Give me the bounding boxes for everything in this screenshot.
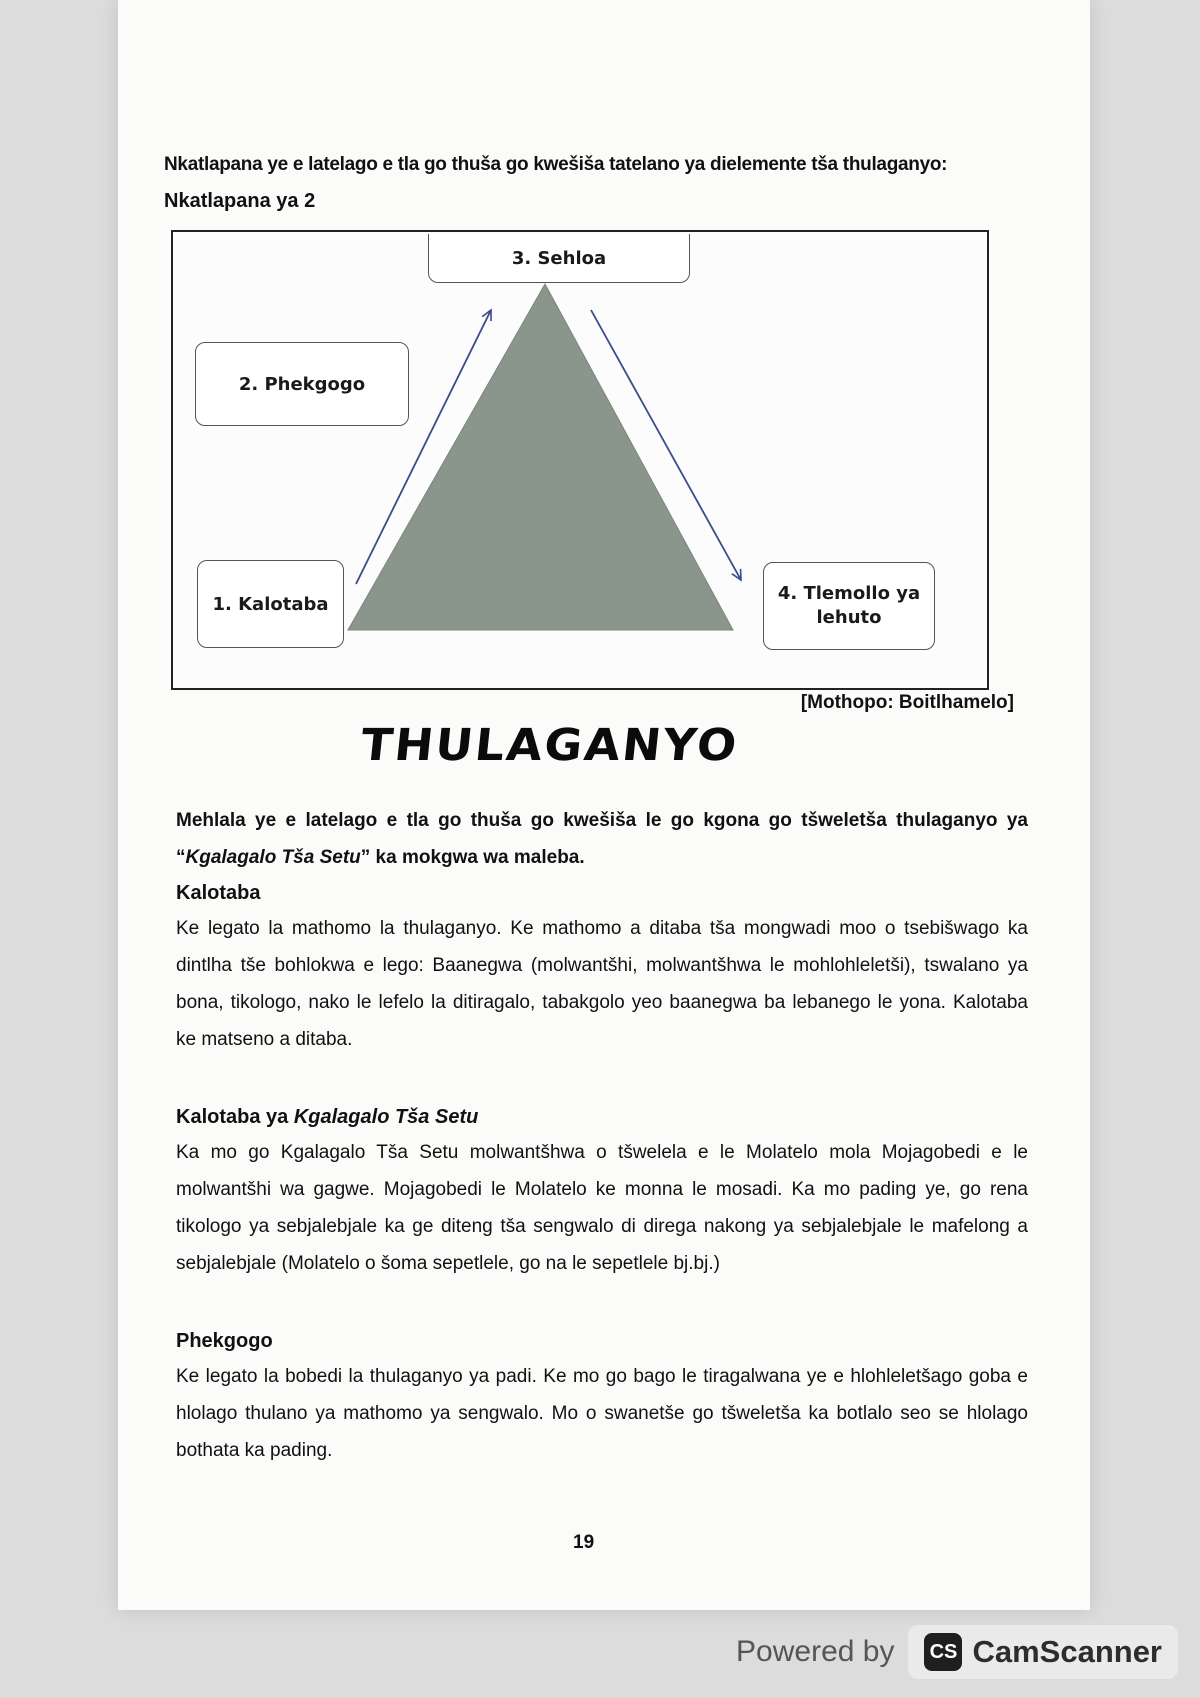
heading-kalotaba: Kalotaba (176, 882, 261, 904)
heading-kalotaba-setu (176, 1106, 478, 1129)
heading-book-title: Kgalagalo Tša Setu (293, 1106, 479, 1128)
plot-structure-diagram (171, 230, 989, 690)
heading-phekgogo: Phekgogo (176, 1330, 273, 1352)
body-phekgogo: Ke legato la bobedi la thulaganyo ya padi. Ke mo go bago le tiragalwana ye e hlohleletšago goba e hlolago thulano ya mathomo ya sengwalo. Mo o swanetše go tšweletša ka botlalo seo se hlolago bothata ka pading. (176, 1366, 1028, 1461)
box-exposition: 1. Kalotaba (197, 560, 344, 648)
box-rising-action: 2. Phekgogo (195, 342, 409, 426)
box-resolution: 4. Tlemollo ya lehuto (763, 562, 935, 650)
intro-paragraph (176, 802, 1028, 876)
camscanner-badge (908, 1625, 1178, 1679)
body-kalotaba: Ke legato la mathomo la thulaganyo. Ke mathomo a ditaba tša mongwadi moo o tsebišwago ka dintlha tše bohlokwa e lego: Baanegwa (molwantšhi, molwantšhwa le mohlohleletši), tswalano ya bona, tikologo, nako le lefelo la ditiragalo, tabakgolo yeo baanegwa ba lebanego le yona. Kalotaba ke matseno a ditaba. (176, 918, 1028, 1050)
intro-line: Nkatlapana ye e latelago e tla go thuša go kwešiša tatelano ya dielemente tša thulaganyo: (164, 154, 948, 175)
figure-source: [Mothopo: Boitlhamelo] (800, 692, 1014, 713)
book-title: Kgalagalo Tša Setu (185, 847, 361, 868)
camscanner-brand: CamScanner (972, 1634, 1162, 1669)
body-kalotaba-setu: Ka mo go Kgalagalo Tša Setu molwantšhwa o tšwelela e le Molatelo mola Mojagobedi e le molwantšhi wa gagwe. Mojagobedi le Molatelo ke monna le mosadi. Ka mo pading ye, go rena tikologo ya sebjalebjale ka ge diteng tša sengwalo di direga nakong ya sebjalebjale le mafelong a sebjalebjale (Molatelo o šoma sepetlele, go na le sepetlele bj.bj.) (176, 1142, 1028, 1274)
document-page (118, 0, 1090, 1610)
paragraph-text-before: Mehlala ye e latelago e tla go thuša go kwešiša le go kgona go tšweletša thulaganyo ya “ (176, 810, 1028, 868)
plot-triangle (348, 284, 733, 630)
heading-prefix: Kalotaba ya (176, 1106, 294, 1128)
handwritten-note: THULAGANYO (358, 720, 742, 771)
box-climax: 3. Sehloa (428, 234, 690, 283)
figure-title: Nkatlapana ya 2 (164, 190, 316, 212)
page-number: 19 (573, 1532, 595, 1553)
camscanner-watermark (736, 1622, 1178, 1682)
powered-by-label: Powered by (736, 1635, 895, 1668)
paragraph-text-after: ” ka mokgwa wa maleba. (360, 847, 585, 868)
camscanner-logo-icon: CS (924, 1633, 962, 1671)
